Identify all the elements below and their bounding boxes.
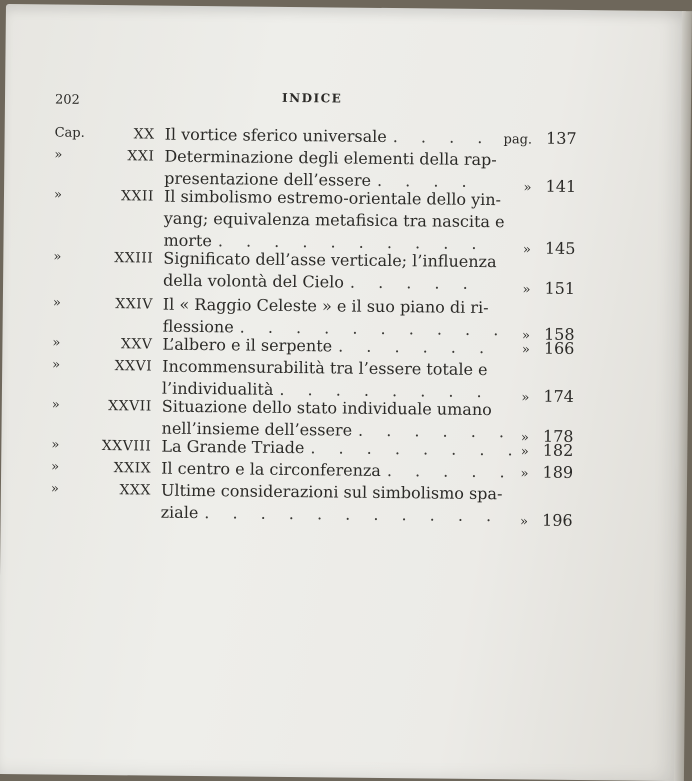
chapter-title-text: Significato dell’asse verticale; l’influenza <box>163 248 497 272</box>
chapter-title-text: della volontà del Cielo <box>163 270 345 292</box>
page-ref-number: 182 <box>542 440 574 460</box>
page-ref-number: 178 <box>542 426 574 446</box>
leader-dots: . . . . . <box>386 461 514 482</box>
page-ref-number: 145 <box>544 238 576 258</box>
page-number: 202 <box>54 92 80 108</box>
chapter-lead: » <box>51 437 60 453</box>
chapter-lead: » <box>52 357 61 373</box>
chapter-lead: » <box>54 147 63 163</box>
chapter-title <box>160 480 503 527</box>
page-mark: » <box>522 242 531 258</box>
page-ref-number: 141 <box>545 176 577 196</box>
page-mark: » <box>520 466 529 482</box>
page-mark: » <box>520 514 529 530</box>
page-ref-number: 151 <box>544 278 576 298</box>
chapter-lead: » <box>52 335 61 351</box>
chapter-title-text: Incommensurabilità tra l’essere totale e <box>162 356 488 380</box>
leader-dots: . . . . . . . . <box>279 379 491 402</box>
chapter-number: XXVI <box>114 358 153 375</box>
chapter-number: XXX <box>119 482 151 499</box>
leader-dots: . . . . . . <box>338 336 494 358</box>
book-page <box>0 4 686 781</box>
chapter-lead: Cap. <box>54 125 85 141</box>
leader-dots: . . . . . . . . <box>310 438 522 460</box>
page-mark: » <box>520 430 530 446</box>
chapter-title-text: Determinazione degli elementi della rap- <box>164 146 497 170</box>
page-mark: pag. <box>503 132 533 148</box>
chapter-title-text: Il centro e la circonferenza <box>161 458 382 480</box>
chapter-number: XXVII <box>108 398 152 415</box>
page-ref-number: 189 <box>542 462 574 482</box>
chapter-lead: » <box>52 295 61 311</box>
page-mark: » <box>522 282 531 298</box>
leader-dots: . . . . . . . . . . . <box>204 503 501 526</box>
leader-dots: . . . . <box>376 170 476 191</box>
chapter-title-text: l’individualità <box>161 378 274 399</box>
page-ref-number: 166 <box>543 338 575 358</box>
chapter-title-line <box>163 270 493 295</box>
table-of-contents <box>45 122 585 530</box>
leader-dots: . . . . <box>392 127 492 148</box>
chapter-title-text: Il simbolismo estremo-orientale dello yin- <box>163 186 502 210</box>
leader-dots: . . . . . . . . . . <box>239 317 508 340</box>
chapter-title-text: Ultime considerazioni sul simbolismo spa- <box>160 480 503 504</box>
chapter-title-line <box>160 502 501 527</box>
chapter-number: XXIII <box>114 250 154 267</box>
chapter-title-text: Il vortice sferico universale <box>164 124 387 146</box>
chapter-number: XXV <box>120 336 153 353</box>
page-ref-number: 196 <box>541 510 573 530</box>
chapter-title-text: L’albero e il serpente <box>162 334 333 356</box>
page-mark: » <box>521 390 530 406</box>
chapter-title-text: nell’insieme dell’essere <box>161 418 353 440</box>
page-mark: » <box>523 180 532 196</box>
leader-dots: . . . . . . . . . . <box>217 231 486 254</box>
page-ref-number: 158 <box>543 324 575 344</box>
page-ref-number: 174 <box>543 386 575 406</box>
chapter-title-text: flessione <box>162 316 234 337</box>
chapter-title <box>163 248 497 295</box>
chapter-number: XXII <box>120 188 155 205</box>
chapter-title <box>163 186 505 255</box>
leader-dots: . . . . . <box>349 272 477 293</box>
chapter-number: XX <box>133 126 155 143</box>
chapter-number: XXIV <box>115 296 153 313</box>
page-mark: » <box>520 444 529 460</box>
toc-entry <box>43 184 584 256</box>
chapter-lead: » <box>53 249 62 265</box>
chapter-number: XXI <box>127 148 155 165</box>
chapter-title-text: morte <box>163 230 212 251</box>
chapter-title-text: La Grande Triade <box>161 436 305 458</box>
chapter-title-text: presentazione dell’essere <box>164 168 372 190</box>
leader-dots: . . . . . . <box>358 420 514 442</box>
page-reference <box>482 509 572 534</box>
toc-entry <box>41 478 581 528</box>
page-mark: » <box>521 342 530 358</box>
chapter-title-text: Il « Raggio Celeste » e il suo piano di ri- <box>162 294 489 318</box>
chapter-title-text: Situazione dello stato individuale umano <box>161 396 492 420</box>
chapter-number: XXIX <box>113 460 152 477</box>
page-title: INDICE <box>281 90 343 106</box>
chapter-title-text: yang; equivalenza metafisica tra nascita e <box>163 208 505 232</box>
chapter-lead: » <box>51 397 60 413</box>
page-header <box>5 88 685 115</box>
chapter-lead: » <box>50 481 59 497</box>
chapter-lead: » <box>53 187 63 203</box>
page-mark: » <box>521 328 531 344</box>
chapter-lead: » <box>51 459 60 475</box>
page-edge <box>674 11 692 781</box>
toc-entry <box>43 246 583 296</box>
page-ref-number: 137 <box>545 128 577 148</box>
chapter-title-text: ziale <box>160 502 199 523</box>
chapter-number: XXVIII <box>101 438 152 455</box>
